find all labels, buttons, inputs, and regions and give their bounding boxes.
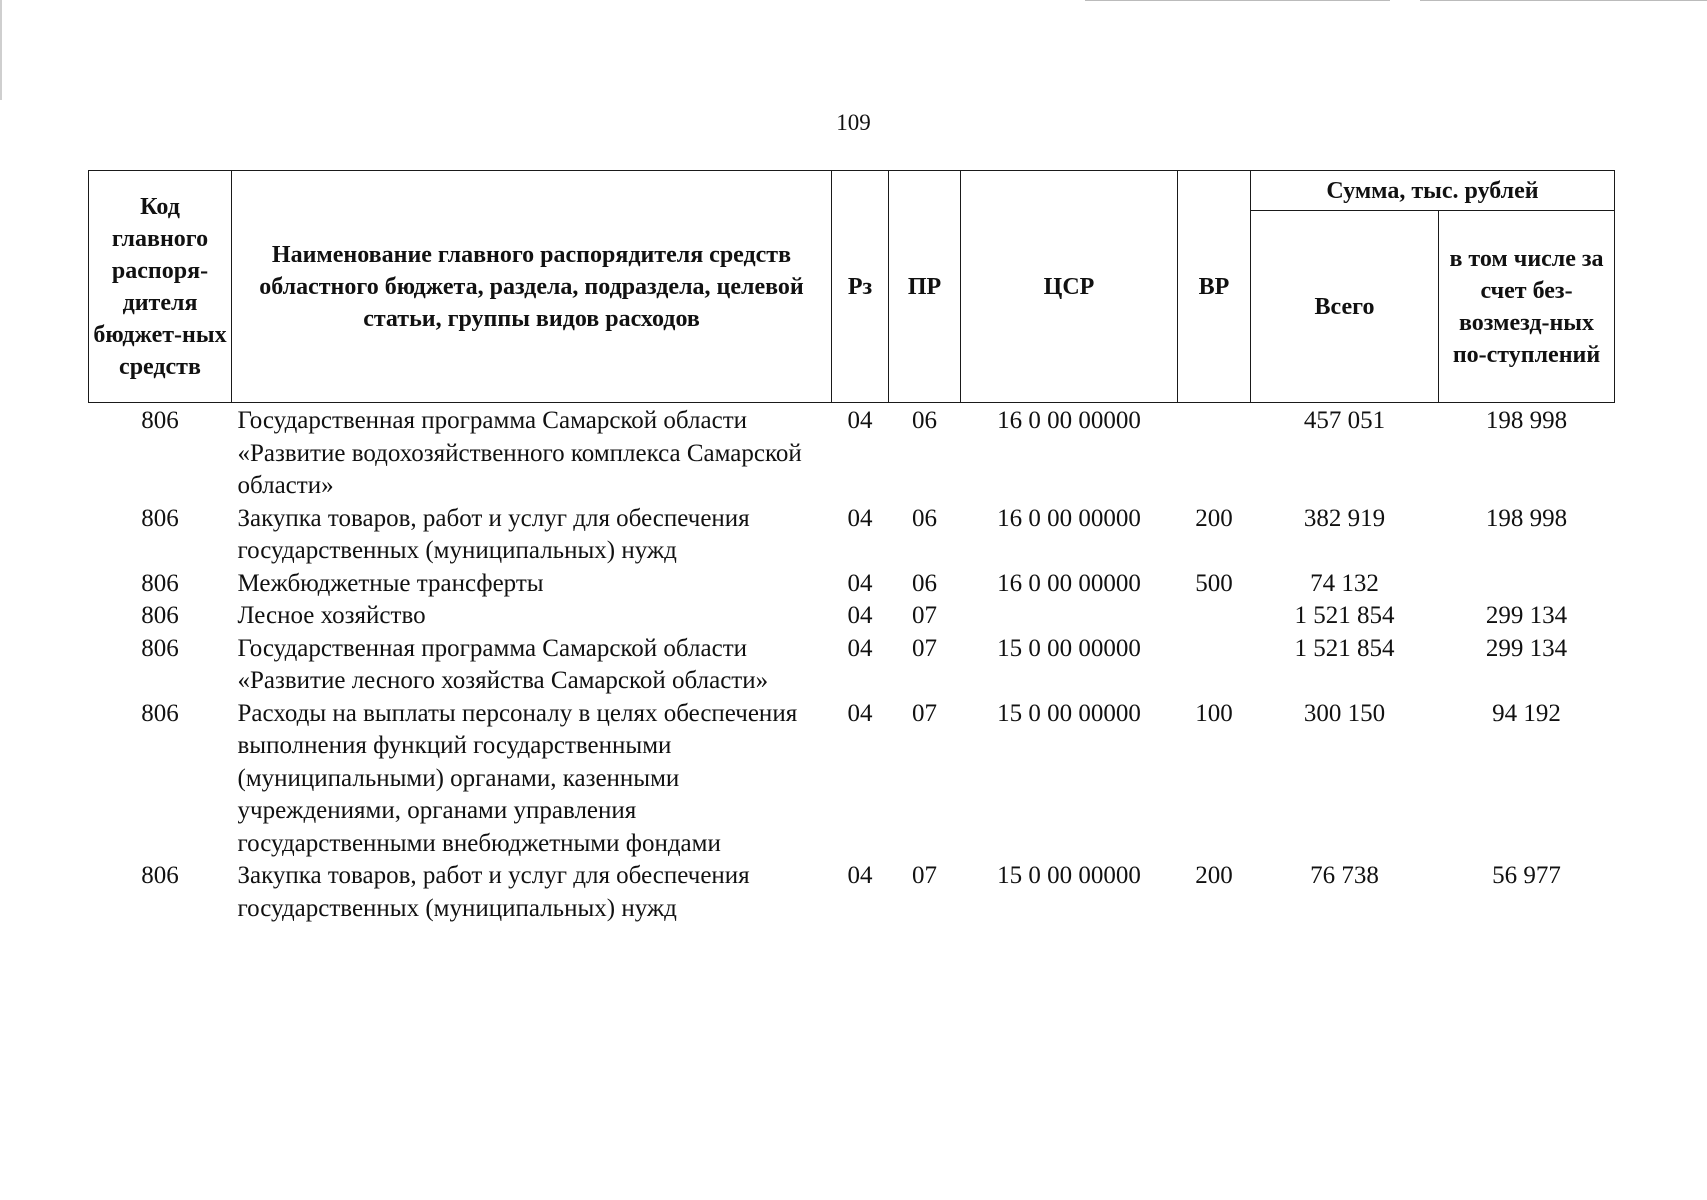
cell-pr: 07 (912, 862, 937, 889)
cell-pr: 07 (912, 602, 937, 629)
cell-code: 806 (141, 699, 179, 727)
cell-rz: 04 (847, 634, 873, 662)
header-free: в том числе за счет без-возмезд-ных по-ступлений (1439, 211, 1615, 403)
table-row (89, 600, 1615, 633)
header-csr: ЦСР (961, 171, 1178, 403)
cell-free: 198 998 (1485, 407, 1568, 434)
page-number: 109 (836, 110, 871, 135)
cell-name: Государственная программа Самарской области «Развитие водохозяйственного комплекса Самарской области» (237, 407, 802, 499)
table-row (89, 860, 1615, 925)
cell-free: 299 134 (1485, 634, 1568, 662)
cell-csr: 16 0 00 00000 (997, 407, 1141, 434)
scan-edge-mark (0, 0, 2, 100)
cell-vr: 500 (1195, 569, 1233, 597)
table-row (89, 633, 1615, 698)
cell-rz: 04 (847, 602, 873, 629)
table-row (89, 403, 1615, 503)
cell-pr: 07 (912, 699, 937, 727)
table-row (89, 503, 1615, 568)
cell-vr: 100 (1195, 699, 1233, 727)
cell-total: 1 521 854 (1294, 602, 1395, 629)
cell-name: Закупка товаров, работ и услуг для обеспечения государственных (муниципальных) нужд (237, 504, 750, 564)
cell-total: 74 132 (1310, 569, 1379, 597)
cell-rz: 04 (847, 407, 873, 434)
cell-vr (1178, 600, 1251, 633)
cell-name: Закупка товаров, работ и услуг для обеспечения государственных (муниципальных) нужд (237, 862, 750, 922)
table-header (89, 171, 1615, 403)
header-name: Наименование главного распорядителя средств областного бюджета, раздела, подраздела, целевой статьи, группы видов расходов (232, 171, 832, 403)
cell-total: 76 738 (1310, 862, 1379, 889)
cell-vr: 200 (1195, 862, 1233, 889)
cell-code: 806 (141, 504, 179, 532)
cell-csr: 16 0 00 00000 (997, 504, 1141, 532)
cell-name: Лесное хозяйство (237, 602, 426, 629)
budget-table (88, 170, 1615, 925)
table-row (89, 698, 1615, 861)
cell-free: 198 998 (1485, 504, 1568, 532)
cell-name: Расходы на выплаты персоналу в целях обеспечения выполнения функций государственными (муниципальными) органами, казенными учреждениями, органами управления государственными внебюджетными фондами (237, 699, 798, 857)
cell-rz: 04 (847, 699, 873, 727)
header-code: Код главного распоря-дителя бюджет-ных средств (89, 171, 232, 403)
cell-pr: 06 (912, 504, 937, 532)
cell-vr (1178, 633, 1251, 698)
cell-code: 806 (141, 569, 179, 597)
header-total: Всего (1251, 211, 1439, 403)
cell-csr: 15 0 00 00000 (997, 699, 1141, 727)
cell-free (1439, 568, 1615, 601)
cell-vr: 200 (1195, 504, 1233, 532)
cell-pr: 07 (912, 634, 937, 662)
cell-total: 300 150 (1303, 699, 1386, 727)
cell-code: 806 (141, 602, 179, 629)
scan-top-rule (1420, 0, 1707, 1)
cell-total: 1 521 854 (1294, 634, 1395, 662)
cell-rz: 04 (847, 569, 873, 597)
cell-free: 56 977 (1492, 862, 1561, 889)
table-row (89, 568, 1615, 601)
header-sum-group: Сумма, тыс. рублей (1251, 171, 1615, 211)
table-body (89, 403, 1615, 926)
scan-top-rule (1085, 0, 1390, 1)
header-vr: ВР (1178, 171, 1251, 403)
cell-vr (1178, 403, 1251, 503)
cell-csr: 16 0 00 00000 (997, 569, 1141, 597)
cell-free: 299 134 (1485, 602, 1568, 629)
cell-name: Государственная программа Самарской области «Развитие лесного хозяйства Самарской области» (237, 634, 769, 694)
header-pr: ПР (889, 171, 961, 403)
header-rz: Рз (832, 171, 889, 403)
cell-rz: 04 (847, 504, 873, 532)
cell-code: 806 (141, 634, 179, 662)
cell-code: 806 (141, 862, 179, 889)
cell-rz: 04 (847, 862, 873, 889)
cell-code: 806 (141, 407, 179, 434)
cell-csr: 15 0 00 00000 (997, 862, 1141, 889)
cell-pr: 06 (912, 407, 937, 434)
cell-free: 94 192 (1492, 699, 1561, 727)
cell-total: 382 919 (1303, 504, 1386, 532)
cell-csr: 15 0 00 00000 (997, 634, 1141, 662)
cell-name: Межбюджетные трансферты (237, 569, 544, 597)
cell-csr (961, 600, 1178, 633)
cell-pr: 06 (912, 569, 937, 597)
cell-total: 457 051 (1303, 407, 1386, 434)
